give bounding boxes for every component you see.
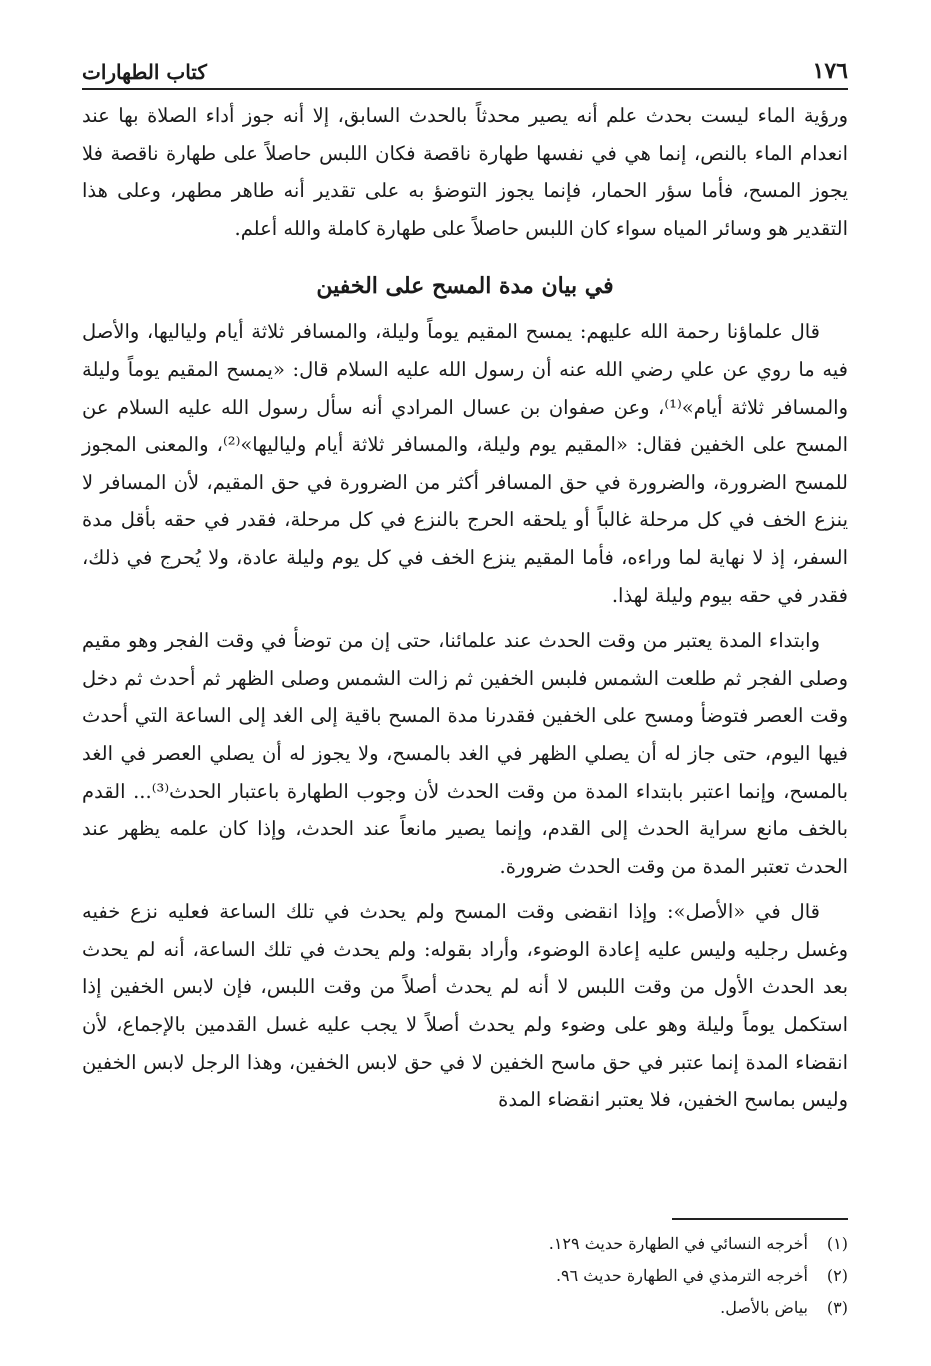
body-text [82, 97, 848, 1119]
running-title: كتاب الطهارات [82, 60, 207, 84]
footnote [400, 1260, 848, 1292]
section-heading: في بيان مدة المسح على الخفين [316, 273, 614, 300]
page-header [82, 40, 848, 84]
paragraph: قال في «الأصل»: وإذا انقضى وقت المسح ولم يحدث في تلك الساعة فعليه نزع خفيه وغسل رجليه وليس عليه إعادة الوضوء، وأراد بقوله: ولم يحدث في تلك الساعة، أنه لم يحدث بعد الحدث الأول من وقت اللبس لا أنه لم يحدث أصلاً من وقت اللبس، فإن لابس الخفين إذا استكمل يوماً وليلة وهو على وضوء ولم يحدث أصلاً لا يجب عليه غسل القدمين بالإجماع، لأن انقضاء المدة إنما عتبر في حق ماسح الخفين لا في حق لابس الخفين، وهذا الرجل لابس الخفين وليس بماسح الخفين، فلا يعتبر انقضاء المدة [82, 900, 848, 1112]
page-number: ١٧٦ [812, 58, 848, 84]
footnote [400, 1292, 848, 1324]
header-rule [82, 88, 848, 90]
footnote-number: (٢) [826, 1266, 848, 1285]
footnote-number: (٣) [826, 1298, 848, 1317]
footnote-text: أخرجه النسائي في الطهارة حديث ١٢٩. [548, 1234, 808, 1253]
footnote-text: أخرجه الترمذي في الطهارة حديث ٩٦. [555, 1266, 808, 1285]
footnote [400, 1228, 848, 1260]
footnote-rule [672, 1218, 848, 1220]
footnotes [400, 1228, 848, 1324]
paragraph: ورؤية الماء ليست بحدث علم أنه يصير محدثاً بالحدث السابق، إلا أنه جوز أداء الصلاة بها عند انعدام الماء بالنص، إنما هي في نفسها طهارة ناقصة فكان اللبس حاصلاً على طهارة ناقصة فلا يجوز المسح، فأما سؤر الحمار، فإنما يجوز التوضؤ به على تقدير أنه طاهر مطهر، وعلى هذا التقدير هو وسائر المياه سواء كان اللبس حاصلاً على طهارة كاملة والله أعلم. [82, 104, 848, 240]
paragraph: وابتداء المدة يعتبر من وقت الحدث عند علمائنا، حتى إن من توضأ في وقت الفجر وهو مقيم وصلى الفجر ثم طلعت الشمس فلبس الخفين ثم زالت الشمس وصلى الظهر ثم أحدث ثم دخل وقت العصر فتوضأ ومسح على الخفين فقدرنا مدة المسح باقية إلى الغد إلى الساعة التي أحدث فيها اليوم، حتى جاز له أن يصلي الظهر في الغد بالمسح، ولا يجوز له أن يصلي العصر في الغد بالمسح، وإنما اعتبر بابتداء المدة من وقت الحدث لأن وجوب الطهارة باعتبار الحدث⁽³⁾... القدم بالخف مانع سراية الحدث إلى القدم، وإنما يصير مانعاً عند الحدث، وإذا كان علمه يظهر عند الحدث تعتبر المدة من وقت الحدث ضرورة. [82, 629, 848, 878]
footnote-text: بياض بالأصل. [720, 1298, 808, 1317]
paragraph: قال علماؤنا رحمة الله عليهم: يمسح المقيم يوماً وليلة، والمسافر ثلاثة أيام ولياليها، والأصل فيه ما روي عن علي رضي الله عنه أن رسول الله عليه السلام قال: «يمسح المقيم يوماً وليلة والمسافر ثلاثة أيام»⁽¹⁾، وعن صفوان بن عسال المرادي أنه سأل رسول الله عليه السلام عن المسح على الخفين فقال: «المقيم يوم وليلة، والمسافر ثلاثة أيام ولياليها»⁽²⁾، والمعنى المجوز للمسح الضرورة، والضرورة في حق المسافر أكثر من الضرورة في حق المقيم، لأن المسافر لا ينزع الخف في كل مرحلة غالباً أو يلحقه الحرج بالنزع في كل مرحلة، فقدر في حقه بأقل مدة السفر، إذ لا نهاية لما وراءه، فأما المقيم ينزع الخف في كل يوم وليلة عادة، ولا يُحرج في ذلك، فقدر في حقه بيوم وليلة لهذا. [82, 320, 849, 607]
footnote-number: (١) [826, 1234, 848, 1253]
